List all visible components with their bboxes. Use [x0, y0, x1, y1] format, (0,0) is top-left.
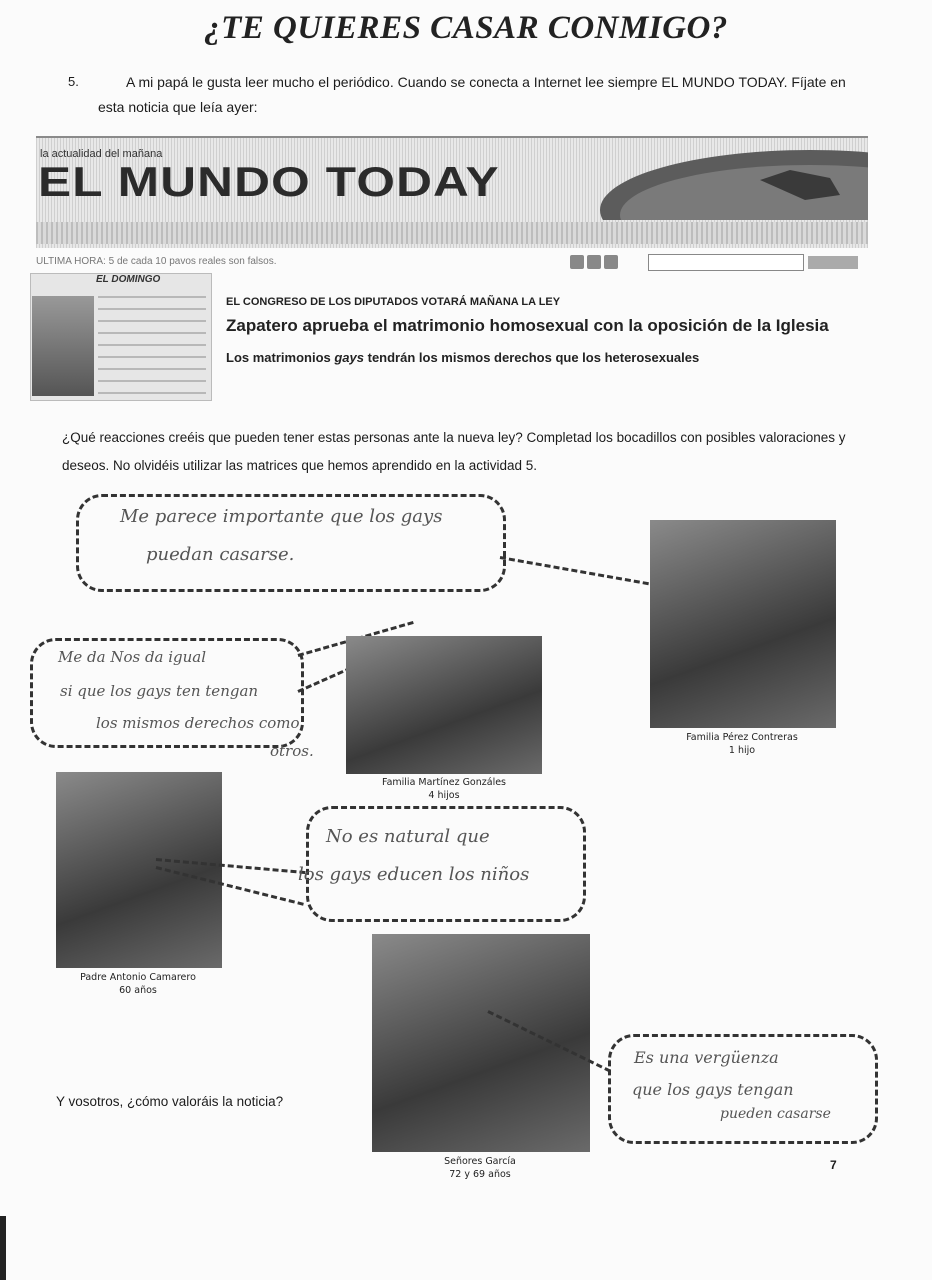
answer-line: los gays educen los niños — [298, 864, 530, 885]
caption-name: Padre Antonio Camarero — [80, 972, 196, 983]
page-number: 7 — [830, 1158, 837, 1172]
mini-newspaper-text — [98, 296, 206, 396]
article-kicker: EL CONGRESO DE LOS DIPUTADOS VOTARÁ MAÑANA LA LEY — [226, 296, 561, 308]
photo-padre-antonio-camarero — [56, 772, 222, 968]
handwritten-answer — [58, 648, 328, 768]
answer-line: si que los gays ten tengan — [60, 682, 259, 700]
breaking-news: ULTIMA HORA: 5 de cada 10 pavos reales son falsos. — [36, 256, 277, 267]
facebook-icon — [570, 255, 584, 269]
answer-line: Me da Nos da igual — [58, 648, 207, 666]
answer-line: Me parece importante que los gays — [120, 506, 443, 527]
social-icons — [570, 255, 621, 274]
caption-detail: 72 y 69 años — [449, 1169, 511, 1180]
answer-line: puedan casarse. — [146, 544, 295, 565]
newspaper-logo: EL MUNDO TODAY — [38, 158, 500, 205]
handwritten-answer — [120, 506, 500, 586]
photo-familia-perez-contreras — [650, 520, 836, 728]
article-subhead — [226, 350, 699, 365]
caption-senores-garcia — [380, 1155, 580, 1181]
twitter-icon — [587, 255, 601, 269]
caption-detail: 60 años — [119, 985, 157, 996]
caption-padre-antonio-camarero — [38, 971, 238, 997]
handwritten-answer — [630, 1048, 870, 1138]
article-headline: Zapatero aprueba el matrimonio homosexual con la oposición de la Iglesia — [226, 316, 829, 335]
newspaper-nav-strip — [36, 222, 868, 244]
answer-line: que los gays tengan — [632, 1080, 794, 1099]
caption-familia-martinez-gonzales — [344, 776, 544, 802]
caption-name: Señores García — [444, 1156, 516, 1167]
caption-name: Familia Pérez Contreras — [686, 732, 798, 743]
instructions: ¿Qué reacciones creéis que pueden tener estas personas ante la nueva ley? Completad los bocadillos con posibles valoraciones y deseos. No olvidéis utilizar las matrices que hemos aprendido en la actividad 5. — [62, 430, 846, 473]
subhead-part: tendrán los mismos derechos que los heterosexuales — [364, 350, 700, 365]
handwritten-answer — [296, 826, 576, 906]
answer-line: No es natural que — [326, 826, 490, 847]
answer-line: Es una vergüenza — [634, 1048, 779, 1067]
answer-line: otros. — [270, 742, 314, 760]
subhead-part: Los matrimonios — [226, 350, 335, 365]
answer-line: los mismos derechos como — [96, 714, 300, 732]
caption-name: Familia Martínez Gonzáles — [381, 777, 507, 788]
scan-edge — [0, 1216, 6, 1280]
search-button — [808, 256, 858, 269]
question-number: 5. — [68, 74, 79, 89]
photo-familia-martinez-gonzales — [346, 636, 542, 774]
question-text: A mi papá le gusta leer mucho el periódico. Cuando se conecta a Internet lee siempre EL MUNDO TODAY. Fíjate en esta noticia que leía ayer: — [98, 74, 846, 115]
subhead-italic: gays — [334, 350, 364, 365]
caption-detail: 4 hijos — [428, 790, 460, 801]
caption-familia-perez-contreras — [642, 731, 842, 757]
mini-newspaper-title: EL DOMINGO — [96, 274, 161, 285]
final-question: Y vosotros, ¿cómo valoráis la noticia? — [56, 1094, 284, 1109]
rss-icon — [604, 255, 618, 269]
page-title: ¿TE QUIERES CASAR CONMIGO? — [204, 10, 728, 46]
mini-newspaper-photo — [32, 296, 94, 396]
search-input — [648, 254, 804, 271]
caption-detail: 1 hijo — [728, 745, 756, 756]
answer-line: pueden casarse — [720, 1106, 831, 1122]
newspaper-tagline: la actualidad del mañana — [40, 148, 163, 160]
bubble-tail — [500, 556, 658, 587]
globe-icon — [590, 140, 868, 220]
